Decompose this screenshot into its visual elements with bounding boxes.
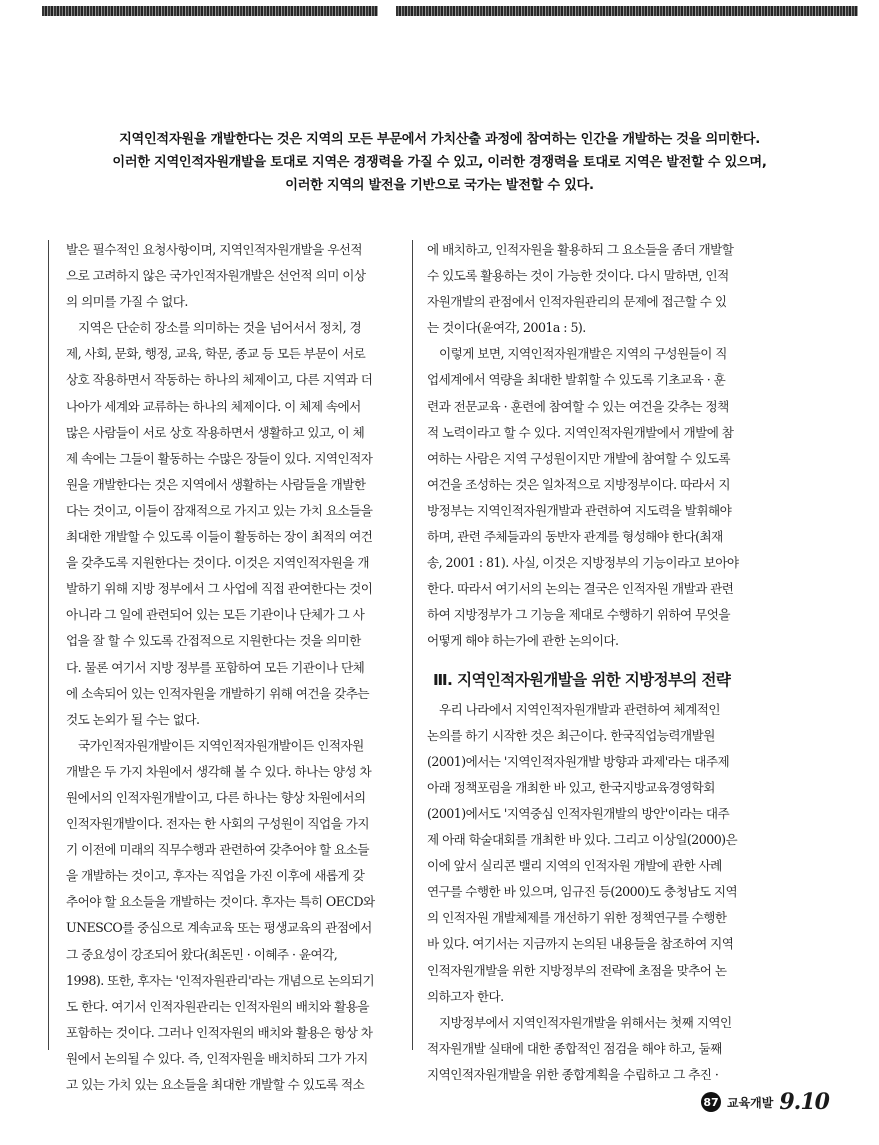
text-line: 한다. 따라서 여기서의 논의는 결국은 인적자원 개발과 관련 <box>427 581 734 597</box>
text-line: 다는 것이고, 이들이 잠재적으로 가지고 있는 가치 요소들을 <box>66 502 373 518</box>
text-line: 의 인적자원 개발체제를 개선하기 위한 정책연구를 수행한 <box>427 910 727 926</box>
scan-artifact-left <box>42 6 378 16</box>
text-line: 아니라 그 일에 관련되어 있는 모든 기관이나 단체가 그 사 <box>66 607 365 623</box>
text-line: (2001)에서는 '지역인적자원개발 방향과 과제'라는 대주제 <box>427 753 730 769</box>
text-line: 을 갖추도록 지원한다는 것이다. 이것은 지역인적자원을 개 <box>66 555 369 571</box>
text-line: (2001)에서도 '지역중심 인적자원개발의 방안'이라는 대주 <box>427 805 730 821</box>
text-line: 그 중요성이 강조되어 왔다(최돈민 · 이혜주 · 윤여각, <box>66 946 338 962</box>
text-line: 것도 논외가 될 수는 없다. <box>66 711 200 727</box>
text-line: 에 배치하고, 인적자원을 활용하되 그 요소들을 좀더 개발할 <box>427 242 734 257</box>
text-line: 방정부는 지역인적자원개발과 관련하여 지도력을 발휘해야 <box>427 502 732 518</box>
text-line: 업세계에서 역량을 최대한 발휘할 수 있도록 기초교육 · 훈 <box>427 372 726 388</box>
text-line: 을 개발하는 것이고, 후자는 직업을 가진 이후에 새롭게 갖 <box>66 868 365 884</box>
column-rule-left <box>48 240 49 1050</box>
section-heading: Ⅲ. 지역인적자원개발을 위한 지방정부의 전략 <box>433 670 731 689</box>
text-line: 다. 물론 여기서 지방 정부를 포함하여 모든 기관이나 단체 <box>66 659 365 675</box>
text-line: 논의를 하기 시작한 것은 최근이다. 한국직업능력개발원 <box>427 727 715 743</box>
text-line: 는 것이다(윤여각, 2001a : 5). <box>427 320 586 336</box>
text-line: 에 소속되어 있는 인적자원을 개발하기 위해 여건을 갖추는 <box>66 685 369 701</box>
text-line: UNESCO를 중심으로 계속교육 또는 평생교육의 관점에서 <box>66 920 372 936</box>
text-line: 지역인적자원개발을 위한 종합계획을 수립하고 그 추진 · <box>427 1066 719 1082</box>
text-line: 아래 정책포럼을 개최한 바 있고, 한국지방교육경영학회 <box>427 779 715 795</box>
pull-quote <box>40 128 839 197</box>
text-line: 기 이전에 미래의 직무수행과 관련하여 갖추어야 할 요소들 <box>66 842 369 858</box>
text-line: 상호 작용하면서 작동하는 하나의 체제이고, 다른 지역과 더 <box>66 372 373 388</box>
text-line: 의하고자 한다. <box>427 988 504 1004</box>
text-line: 지방정부에서 지역인적자원개발을 위해서는 첫째 지역인 <box>439 1014 732 1030</box>
text-line: 으로 고려하지 않은 국가인적자원개발은 선언적 의미 이상 <box>66 268 366 284</box>
text-line: 발하기 위해 지방 정부에서 그 사업에 직접 관여한다는 것이 <box>66 581 373 597</box>
text-line: 적자원개발 실태에 대한 종합적인 점검을 해야 하고, 둘째 <box>427 1040 722 1056</box>
text-line: 개발은 두 가지 차원에서 생각해 볼 수 있다. 하나는 양성 차 <box>66 763 372 779</box>
page-footer <box>701 1089 829 1115</box>
text-line: 인적자원개발을 위한 지방정부의 전략에 초점을 맞추어 논 <box>427 962 727 978</box>
text-line: 지역은 단순히 장소를 의미하는 것을 넘어서서 정치, 경 <box>78 320 362 336</box>
right-column-bottom-text <box>427 697 782 1088</box>
text-line: 수 있도록 활용하는 것이 가능한 것이다. 다시 말하면, 인적 <box>427 268 729 284</box>
text-line: 1998). 또한, 후자는 '인적자원관리'라는 개념으로 논의되기 <box>66 972 375 988</box>
text-line: 제 속에는 그들이 활동하는 수많은 장들이 있다. 지역인적자 <box>66 450 373 466</box>
body-column-right <box>427 237 782 1088</box>
text-line: 여건을 조성하는 것은 일차적으로 지방정부이다. 따라서 지 <box>427 476 730 492</box>
text-line: 바 있다. 여기서는 지금까지 논의된 내용들을 참조하여 지역 <box>427 936 734 952</box>
text-line: 업을 잘 할 수 있도록 간접적으로 지원한다는 것을 의미한 <box>66 633 361 649</box>
text-line: 인적자원개발이다. 전자는 한 사회의 구성원이 직업을 가지 <box>66 816 369 832</box>
text-line: 원에서의 인적자원개발이고, 다른 하나는 향상 차원에서의 <box>66 789 366 805</box>
text-line: 추어야 할 요소들을 개발하는 것이다. 후자는 특히 OECD와 <box>66 894 375 910</box>
pull-quote-line-1: 지역인적자원을 개발한다는 것은 지역의 모든 부문에서 가치산출 과정에 참여하는 인간을 개발하는 것을 의미한다. <box>119 132 760 147</box>
text-line: 의 의미를 가질 수 없다. <box>66 294 188 310</box>
body-column-left <box>66 237 421 1098</box>
text-line: 적 노력이라고 할 수 있다. 지역인적자원개발에서 개발에 참 <box>427 424 734 440</box>
text-line: 제 아래 학술대회를 개최한 바 있다. 그리고 이상일(2000)은 <box>427 832 738 848</box>
text-line: 련과 전문교육 · 훈련에 참여할 수 있는 여건을 갖추는 정책 <box>427 398 729 414</box>
text-line: 발은 필수적인 요청사항이며, 지역인적자원개발을 우선적 <box>66 242 363 257</box>
text-line: 송, 2001 : 81). 사실, 이것은 지방정부의 기능이라고 보아야 <box>427 555 739 571</box>
text-line: 하며, 관련 주체들과의 동반자 관계를 형성해야 한다(최재 <box>427 529 723 545</box>
text-line: 원을 개발한다는 것은 지역에서 생활하는 사람들을 개발한 <box>66 476 366 492</box>
pull-quote-line-3: 이러한 지역의 발전을 기반으로 국가는 발전할 수 있다. <box>285 178 594 193</box>
text-line: 자원개발의 관점에서 인적자원관리의 문제에 접근할 수 있 <box>427 294 727 310</box>
text-line: 연구를 수행한 바 있으며, 임규진 등(2000)도 충청남도 지역 <box>427 884 738 900</box>
text-line: 나아가 세계와 교류하는 하나의 체제이다. 이 체제 속에서 <box>66 398 361 414</box>
text-line: 어떻게 해야 하는가에 관한 논의이다. <box>427 633 619 649</box>
page-number: 87 <box>701 1092 721 1112</box>
magazine-name: 교육개발 <box>727 1095 774 1110</box>
scan-artifact-right <box>396 6 858 16</box>
text-line: 우리 나라에서 지역인적자원개발과 관련하여 체계적인 <box>439 701 720 717</box>
pull-quote-line-2: 이러한 지역인적자원개발을 토대로 지역은 경쟁력을 가질 수 있고, 이러한 경쟁력을 토대로 지역은 발전할 수 있으며, <box>112 155 767 170</box>
text-line: 최대한 개발할 수 있도록 이들이 활동하는 장이 최적의 여건 <box>66 529 373 545</box>
right-column-top-text <box>427 237 782 655</box>
text-line: 도 한다. 여기서 인적자원관리는 인적자원의 배치와 활용을 <box>66 998 369 1014</box>
text-line: 포함하는 것이다. 그러나 인적자원의 배치와 활용은 항상 차 <box>66 1024 373 1040</box>
text-line: 많은 사람들이 서로 상호 작용하면서 생활하고 있고, 이 체 <box>66 424 365 440</box>
text-line: 하여 지방정부가 그 기능을 제대로 수행하기 위하여 무엇을 <box>427 607 730 623</box>
text-line: 이렇게 보면, 지역인적자원개발은 지역의 구성원들이 직 <box>439 346 727 362</box>
text-line: 국가인적자원개발이든 지역인적자원개발이든 인적자원 <box>78 737 364 753</box>
text-line: 원에서 논의될 수 있다. 즉, 인적자원을 배치하되 그가 가지 <box>66 1050 368 1066</box>
text-line: 여하는 사람은 지역 구성원이지만 개발에 참여할 수 있도록 <box>427 450 730 466</box>
issue-number: 9.10 <box>779 1089 829 1115</box>
text-line: 제, 사회, 문화, 행정, 교육, 학문, 종교 등 모든 부문이 서로 <box>66 346 366 362</box>
text-line: 이에 앞서 실리콘 밸리 지역의 인적자원 개발에 관한 사례 <box>427 858 722 874</box>
text-line: 고 있는 가치 있는 요소들을 최대한 개발할 수 있도록 적소 <box>66 1077 365 1092</box>
